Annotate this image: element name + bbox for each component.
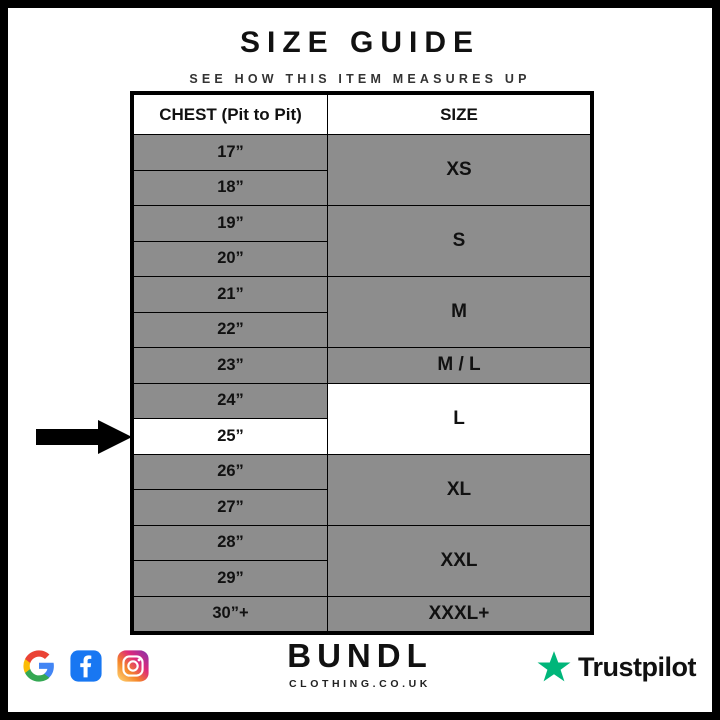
chest-value: 18” — [134, 170, 328, 206]
table-row — [134, 206, 591, 242]
chest-value: 17” — [134, 135, 328, 171]
size-value: M — [328, 277, 591, 348]
size-value: XL — [328, 454, 591, 525]
chest-value: 19” — [134, 206, 328, 242]
size-value: S — [328, 206, 591, 277]
table-row — [134, 348, 591, 384]
size-table-container — [130, 91, 594, 635]
chest-value: 23” — [134, 348, 328, 384]
table-row — [134, 277, 591, 313]
chest-value: 22” — [134, 312, 328, 348]
page-subtitle: SEE HOW THIS ITEM MEASURES UP — [189, 72, 531, 86]
column-header-size: SIZE — [328, 95, 591, 135]
chest-value: 29” — [134, 561, 328, 597]
footer — [8, 624, 712, 704]
chest-value: 30”+ — [134, 596, 328, 632]
table-row-highlighted — [134, 383, 591, 419]
brand-name: BUNDL — [287, 637, 433, 674]
trustpilot-star-icon — [537, 650, 571, 684]
page-title: SIZE GUIDE — [239, 26, 481, 59]
chest-value-selected: 25” — [134, 419, 328, 455]
chest-value: 20” — [134, 241, 328, 277]
brand-domain: CLOTHING.CO.UK — [289, 678, 431, 690]
table-row — [134, 525, 591, 561]
selected-size-arrow-icon — [36, 420, 132, 454]
table-row — [134, 454, 591, 490]
chest-value: 24” — [134, 383, 328, 419]
chest-value: 26” — [134, 454, 328, 490]
table-row — [134, 135, 591, 171]
size-value-selected: L — [328, 383, 591, 454]
column-header-chest: CHEST (Pit to Pit) — [134, 95, 328, 135]
chest-value: 27” — [134, 490, 328, 526]
size-value: XXL — [328, 525, 591, 596]
size-table — [133, 94, 591, 632]
trustpilot-logo[interactable] — [537, 650, 696, 684]
table-header-row — [134, 95, 591, 135]
size-value: XXXL+ — [328, 596, 591, 632]
chest-value: 21” — [134, 277, 328, 313]
trustpilot-label: Trustpilot — [578, 651, 696, 682]
size-value: M / L — [328, 348, 591, 384]
size-guide-card — [8, 8, 712, 712]
size-value: XS — [328, 135, 591, 206]
chest-value: 28” — [134, 525, 328, 561]
